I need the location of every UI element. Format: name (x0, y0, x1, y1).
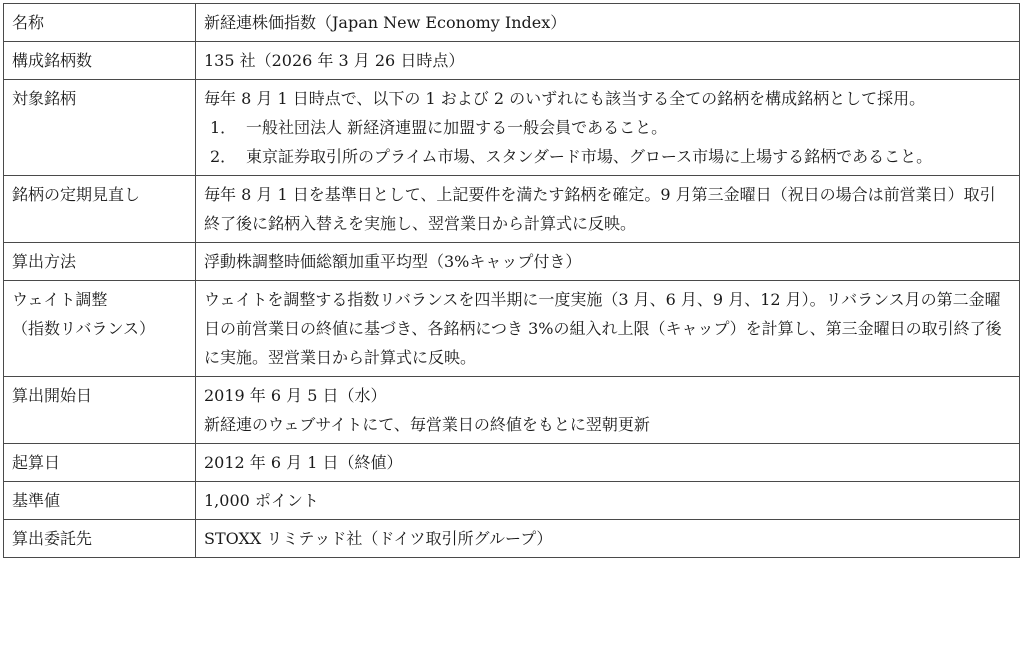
row-value (196, 80, 1020, 176)
table-row-calculation-method (4, 243, 1020, 281)
value-line: 浮動株調整時価総額加重平均型（3%キャップ付き） (204, 252, 582, 271)
list-item-text: 一般社団法人 新経済連盟に加盟する一般会員であること。 (246, 118, 668, 137)
list-item (204, 142, 1011, 171)
row-label: 算出委託先 (4, 520, 196, 558)
row-value (196, 42, 1020, 80)
value-line: 2019 年 6 月 5 日（水） (204, 386, 387, 405)
list-item-number: 1． (210, 118, 237, 137)
row-value (196, 482, 1020, 520)
list-item-text: 東京証券取引所のプライム市場、スタンダード市場、グロース市場に上場する銘柄であること。 (246, 147, 933, 166)
list-item-number: 2． (210, 147, 237, 166)
row-value (196, 444, 1020, 482)
table-row-base-value (4, 482, 1020, 520)
row-label: 算出方法 (4, 243, 196, 281)
row-value (196, 243, 1020, 281)
value-line: 2012 年 6 月 1 日（終値） (204, 453, 403, 472)
value-line: 新経連株価指数（Japan New Economy Index） (204, 13, 567, 32)
row-label (4, 281, 196, 377)
row-value (196, 520, 1020, 558)
row-label: 構成銘柄数 (4, 42, 196, 80)
list-item (204, 113, 1011, 142)
row-label: 算出開始日 (4, 377, 196, 444)
row-label: 起算日 (4, 444, 196, 482)
table-row-base-date (4, 444, 1020, 482)
table-row-target-stocks (4, 80, 1020, 176)
table-row-constituent-count (4, 42, 1020, 80)
row-label: 基準値 (4, 482, 196, 520)
table-row-name (4, 4, 1020, 42)
label-line: （指数リバランス） (12, 319, 156, 338)
row-label: 銘柄の定期見直し (4, 176, 196, 243)
value-line: 135 社（2026 年 3 月 26 日時点） (204, 51, 465, 70)
label-line: ウェイト調整 (12, 290, 108, 309)
value-line: 1,000 ポイント (204, 491, 319, 510)
value-line: 新経連のウェブサイトにて、毎営業日の終値をもとに翌朝更新 (204, 415, 650, 434)
row-value (196, 377, 1020, 444)
row-value: ウェイトを調整する指数リバランスを四半期に一度実施（3 月、6 月、9 月、12 月）。リバランス月の第二金曜日の前営業日の終値に基づき、各銘柄につき 3%の組入れ上限（キャップ）を計算し、第三金曜日の取引終了後に実施。翌営業日から計算式に反映。 (196, 281, 1020, 377)
row-label: 対象銘柄 (4, 80, 196, 176)
value-paragraph: 毎年 8 月 1 日時点で、以下の 1 および 2 のいずれにも該当する全ての銘柄を構成銘柄として採用。 (204, 89, 926, 108)
table-row-calculation-agent (4, 520, 1020, 558)
table-row-periodic-review (4, 176, 1020, 243)
index-spec-table (3, 3, 1020, 558)
row-value (196, 4, 1020, 42)
row-label: 名称 (4, 4, 196, 42)
row-value: 毎年 8 月 1 日を基準日として、上記要件を満たす銘柄を確定。9 月第三金曜日（祝日の場合は前営業日）取引終了後に銘柄入替えを実施し、翌営業日から計算式に反映。 (196, 176, 1020, 243)
table-row-weight-adjustment (4, 281, 1020, 377)
value-line: STOXX リミテッド社（ドイツ取引所グループ） (204, 529, 553, 548)
table-row-calculation-start-date (4, 377, 1020, 444)
